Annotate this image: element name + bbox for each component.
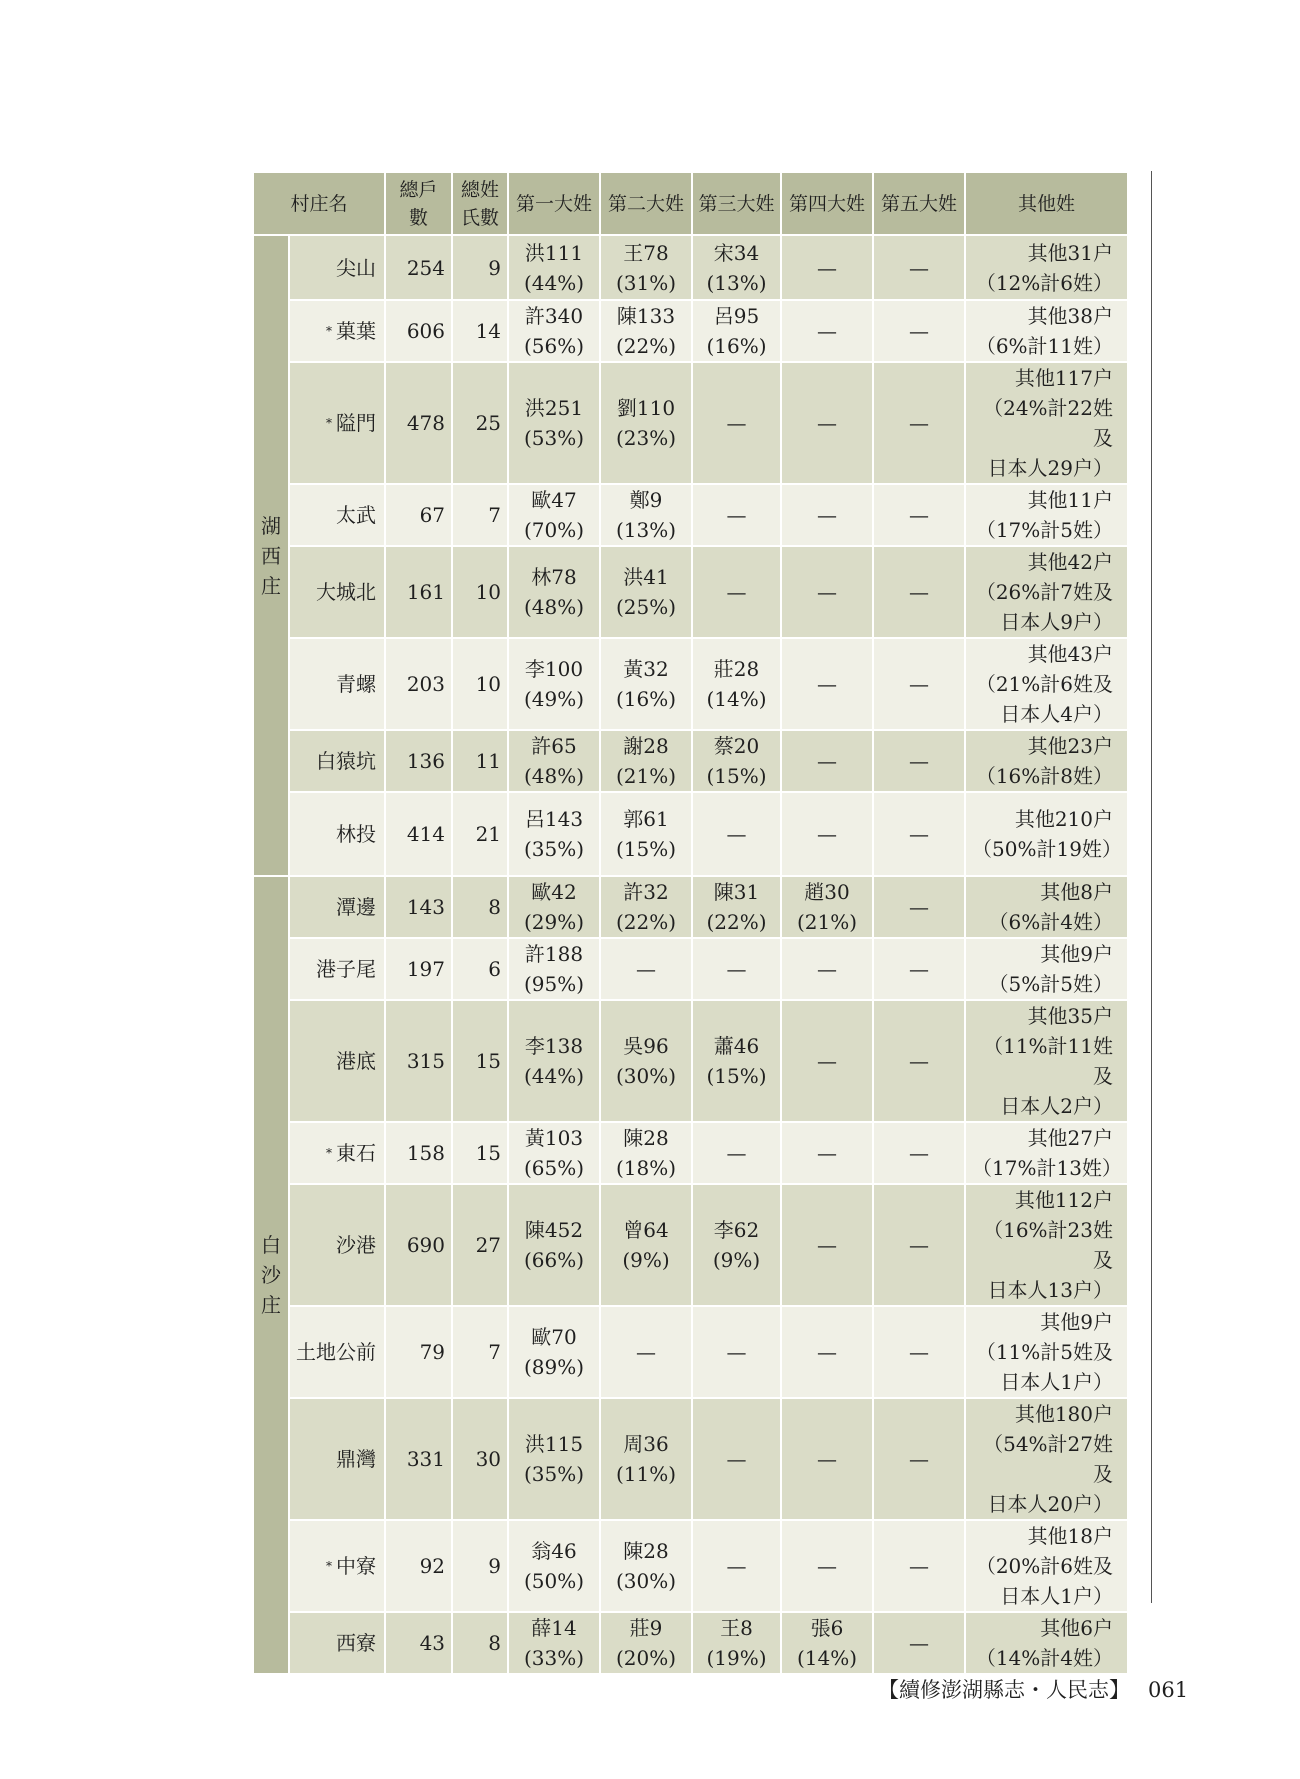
table-row bbox=[253, 546, 1128, 638]
page-rule bbox=[1151, 171, 1152, 1603]
surname-4-cell: — bbox=[781, 730, 873, 792]
household-count: 79 bbox=[385, 1306, 452, 1398]
village-name: 尖山 bbox=[289, 235, 385, 300]
surname-4-cell: — bbox=[781, 1520, 873, 1612]
surname-3-cell: 蔡20 (15%) bbox=[692, 730, 781, 792]
table-row bbox=[253, 792, 1128, 876]
surname-2-cell: 王78 (31%) bbox=[600, 235, 692, 300]
household-count: 43 bbox=[385, 1612, 452, 1674]
surname-2-cell: 洪41 (25%) bbox=[600, 546, 692, 638]
surname-2-cell: 劉110 (23%) bbox=[600, 362, 692, 484]
header-surname-2: 第二大姓 bbox=[600, 172, 692, 235]
surname-3-cell: 呂95 (16%) bbox=[692, 300, 781, 362]
table-row bbox=[253, 1398, 1128, 1520]
village-name: * 中寮 bbox=[289, 1520, 385, 1612]
village-name: * 東石 bbox=[289, 1122, 385, 1184]
village-name: 林投 bbox=[289, 792, 385, 876]
surname-2-cell: 許32 (22%) bbox=[600, 876, 692, 938]
table-row bbox=[253, 938, 1128, 1000]
other-surnames-cell: 其他112户 （16%計23姓及 日本人13户） bbox=[965, 1184, 1128, 1306]
household-count: 478 bbox=[385, 362, 452, 484]
other-surnames-cell: 其他210户 （50%計19姓） bbox=[965, 792, 1128, 876]
surname-5-cell: — bbox=[873, 1184, 965, 1306]
surname-5-cell: — bbox=[873, 362, 965, 484]
surname-4-cell: — bbox=[781, 1000, 873, 1122]
footer-title: 【續修澎湖縣志・人民志】 bbox=[878, 1678, 1130, 1702]
village-name: 大城北 bbox=[289, 546, 385, 638]
surname-3-cell: — bbox=[692, 484, 781, 546]
surname-count: 6 bbox=[452, 938, 508, 1000]
household-count: 67 bbox=[385, 484, 452, 546]
surname-5-cell: — bbox=[873, 1612, 965, 1674]
surname-1-cell: 歐42 (29%) bbox=[508, 876, 600, 938]
village-name: * 隘門 bbox=[289, 362, 385, 484]
surname-3-cell: 蕭46 (15%) bbox=[692, 1000, 781, 1122]
surname-2-cell: 莊9 (20%) bbox=[600, 1612, 692, 1674]
surname-count: 9 bbox=[452, 235, 508, 300]
surname-5-cell: — bbox=[873, 1000, 965, 1122]
surname-count: 30 bbox=[452, 1398, 508, 1520]
household-count: 143 bbox=[385, 876, 452, 938]
surname-3-cell: — bbox=[692, 1520, 781, 1612]
other-surnames-cell: 其他11户 （17%計5姓） bbox=[965, 484, 1128, 546]
table-row bbox=[253, 1000, 1128, 1122]
surname-4-cell: — bbox=[781, 362, 873, 484]
header-surname-3: 第三大姓 bbox=[692, 172, 781, 235]
table-row bbox=[253, 730, 1128, 792]
surname-count: 21 bbox=[452, 792, 508, 876]
surname-4-cell: 張6 (14%) bbox=[781, 1612, 873, 1674]
household-count: 136 bbox=[385, 730, 452, 792]
surname-5-cell: — bbox=[873, 300, 965, 362]
table-header bbox=[253, 172, 1128, 235]
surname-5-cell: — bbox=[873, 1306, 965, 1398]
surname-3-cell: — bbox=[692, 1122, 781, 1184]
household-count: 203 bbox=[385, 638, 452, 730]
village-name: 鼎灣 bbox=[289, 1398, 385, 1520]
other-surnames-cell: 其他42户 （26%計7姓及 日本人9户） bbox=[965, 546, 1128, 638]
other-surnames-cell: 其他38户 （6%計11姓） bbox=[965, 300, 1128, 362]
surname-5-cell: — bbox=[873, 1520, 965, 1612]
star-mark: * bbox=[326, 416, 333, 430]
surname-2-cell: 曾64 (9%) bbox=[600, 1184, 692, 1306]
village-name: 沙港 bbox=[289, 1184, 385, 1306]
other-surnames-cell: 其他180户 （54%計27姓及 日本人20户） bbox=[965, 1398, 1128, 1520]
village-name: 青螺 bbox=[289, 638, 385, 730]
surname-3-cell: — bbox=[692, 1398, 781, 1520]
household-count: 315 bbox=[385, 1000, 452, 1122]
surname-3-cell: 王8 (19%) bbox=[692, 1612, 781, 1674]
household-count: 414 bbox=[385, 792, 452, 876]
header-village: 村庄名 bbox=[253, 172, 385, 235]
surname-4-cell: — bbox=[781, 1122, 873, 1184]
table-row bbox=[253, 484, 1128, 546]
village-name: 港底 bbox=[289, 1000, 385, 1122]
other-surnames-cell: 其他9户 （5%計5姓） bbox=[965, 938, 1128, 1000]
surname-5-cell: — bbox=[873, 235, 965, 300]
surname-4-cell: — bbox=[781, 300, 873, 362]
surname-2-cell: — bbox=[600, 1306, 692, 1398]
surname-count: 7 bbox=[452, 484, 508, 546]
other-surnames-cell: 其他35户 （11%計11姓及 日本人2户） bbox=[965, 1000, 1128, 1122]
other-surnames-cell: 其他117户 （24%計22姓及 日本人29户） bbox=[965, 362, 1128, 484]
village-name: 潭邊 bbox=[289, 876, 385, 938]
village-name: 港子尾 bbox=[289, 938, 385, 1000]
surname-1-cell: 洪115 (35%) bbox=[508, 1398, 600, 1520]
table-row bbox=[253, 1306, 1128, 1398]
village-name: 西寮 bbox=[289, 1612, 385, 1674]
star-mark: * bbox=[326, 1146, 333, 1160]
surname-1-cell: 許188 (95%) bbox=[508, 938, 600, 1000]
surname-2-cell: 周36 (11%) bbox=[600, 1398, 692, 1520]
page-footer bbox=[878, 1674, 1188, 1704]
surname-4-cell: — bbox=[781, 638, 873, 730]
surname-count: 14 bbox=[452, 300, 508, 362]
star-mark: * bbox=[326, 324, 333, 338]
surname-4-cell: — bbox=[781, 1306, 873, 1398]
surname-count: 10 bbox=[452, 546, 508, 638]
village-name: 太武 bbox=[289, 484, 385, 546]
surname-2-cell: 郭61 (15%) bbox=[600, 792, 692, 876]
header-surname-1: 第一大姓 bbox=[508, 172, 600, 235]
surname-1-cell: 翁46 (50%) bbox=[508, 1520, 600, 1612]
surname-2-cell: 陳28 (18%) bbox=[600, 1122, 692, 1184]
household-count: 197 bbox=[385, 938, 452, 1000]
other-surnames-cell: 其他6户 （14%計4姓） bbox=[965, 1612, 1128, 1674]
surname-3-cell: — bbox=[692, 938, 781, 1000]
header-surname-count: 總姓 氏數 bbox=[452, 172, 508, 235]
surname-1-cell: 歐70 (89%) bbox=[508, 1306, 600, 1398]
other-surnames-cell: 其他9户 （11%計5姓及 日本人1户） bbox=[965, 1306, 1128, 1398]
table-row bbox=[253, 1184, 1128, 1306]
star-mark: * bbox=[326, 1559, 333, 1573]
surname-5-cell: — bbox=[873, 876, 965, 938]
surname-3-cell: 宋34 (13%) bbox=[692, 235, 781, 300]
surname-count: 8 bbox=[452, 876, 508, 938]
surname-5-cell: — bbox=[873, 730, 965, 792]
surname-2-cell: 鄭9 (13%) bbox=[600, 484, 692, 546]
surname-4-cell: — bbox=[781, 792, 873, 876]
table-body bbox=[253, 235, 1128, 1674]
header-other: 其他姓 bbox=[965, 172, 1128, 235]
surname-2-cell: 黃32 (16%) bbox=[600, 638, 692, 730]
surname-count: 15 bbox=[452, 1000, 508, 1122]
village-name: * 菓葉 bbox=[289, 300, 385, 362]
table-row bbox=[253, 1122, 1128, 1184]
surname-count: 8 bbox=[452, 1612, 508, 1674]
surname-3-cell: — bbox=[692, 546, 781, 638]
surname-1-cell: 許340 (56%) bbox=[508, 300, 600, 362]
header-households: 總戶 數 bbox=[385, 172, 452, 235]
surname-1-cell: 李100 (49%) bbox=[508, 638, 600, 730]
surname-4-cell: — bbox=[781, 484, 873, 546]
table-row bbox=[253, 1520, 1128, 1612]
surname-5-cell: — bbox=[873, 792, 965, 876]
surname-2-cell: 吳96 (30%) bbox=[600, 1000, 692, 1122]
surname-1-cell: 薛14 (33%) bbox=[508, 1612, 600, 1674]
surname-5-cell: — bbox=[873, 1398, 965, 1520]
surname-table bbox=[252, 171, 1129, 1675]
surname-3-cell: 陳31 (22%) bbox=[692, 876, 781, 938]
surname-count: 11 bbox=[452, 730, 508, 792]
surname-count: 27 bbox=[452, 1184, 508, 1306]
table-row bbox=[253, 638, 1128, 730]
surname-2-cell: — bbox=[600, 938, 692, 1000]
surname-1-cell: 歐47 (70%) bbox=[508, 484, 600, 546]
surname-4-cell: — bbox=[781, 546, 873, 638]
household-count: 606 bbox=[385, 300, 452, 362]
surname-4-cell: — bbox=[781, 1398, 873, 1520]
household-count: 158 bbox=[385, 1122, 452, 1184]
surname-count: 7 bbox=[452, 1306, 508, 1398]
surname-1-cell: 洪251 (53%) bbox=[508, 362, 600, 484]
table-row bbox=[253, 300, 1128, 362]
village-name: 土地公前 bbox=[289, 1306, 385, 1398]
surname-1-cell: 黃103 (65%) bbox=[508, 1122, 600, 1184]
other-surnames-cell: 其他23户 （16%計8姓） bbox=[965, 730, 1128, 792]
surname-3-cell: — bbox=[692, 792, 781, 876]
surname-4-cell: — bbox=[781, 938, 873, 1000]
surname-2-cell: 謝28 (21%) bbox=[600, 730, 692, 792]
village-name: 白猿坑 bbox=[289, 730, 385, 792]
table-row bbox=[253, 235, 1128, 300]
household-count: 690 bbox=[385, 1184, 452, 1306]
surname-2-cell: 陳133 (22%) bbox=[600, 300, 692, 362]
surname-5-cell: — bbox=[873, 638, 965, 730]
surname-1-cell: 林78 (48%) bbox=[508, 546, 600, 638]
surname-count: 9 bbox=[452, 1520, 508, 1612]
surname-1-cell: 陳452 (66%) bbox=[508, 1184, 600, 1306]
surname-4-cell: — bbox=[781, 1184, 873, 1306]
page-number: 061 bbox=[1148, 1678, 1189, 1702]
surname-5-cell: — bbox=[873, 1122, 965, 1184]
surname-1-cell: 呂143 (35%) bbox=[508, 792, 600, 876]
header-surname-5: 第五大姓 bbox=[873, 172, 965, 235]
region-label: 白 沙 庄 bbox=[253, 876, 289, 1674]
surname-3-cell: — bbox=[692, 1306, 781, 1398]
table-row bbox=[253, 1612, 1128, 1674]
surname-3-cell: — bbox=[692, 362, 781, 484]
surname-count: 10 bbox=[452, 638, 508, 730]
table-row bbox=[253, 876, 1128, 938]
surname-1-cell: 洪111 (44%) bbox=[508, 235, 600, 300]
surname-2-cell: 陳28 (30%) bbox=[600, 1520, 692, 1612]
household-count: 161 bbox=[385, 546, 452, 638]
other-surnames-cell: 其他18户 （20%計6姓及 日本人1户） bbox=[965, 1520, 1128, 1612]
header-surname-4: 第四大姓 bbox=[781, 172, 873, 235]
other-surnames-cell: 其他8户 （6%計4姓） bbox=[965, 876, 1128, 938]
surname-5-cell: — bbox=[873, 546, 965, 638]
surname-3-cell: 李62 (9%) bbox=[692, 1184, 781, 1306]
surname-count: 15 bbox=[452, 1122, 508, 1184]
table-row bbox=[253, 362, 1128, 484]
household-count: 92 bbox=[385, 1520, 452, 1612]
surname-4-cell: 趙30 (21%) bbox=[781, 876, 873, 938]
surname-1-cell: 許65 (48%) bbox=[508, 730, 600, 792]
household-count: 331 bbox=[385, 1398, 452, 1520]
region-label: 湖 西 庄 bbox=[253, 235, 289, 876]
surname-count: 25 bbox=[452, 362, 508, 484]
surname-3-cell: 莊28 (14%) bbox=[692, 638, 781, 730]
surname-5-cell: — bbox=[873, 484, 965, 546]
surname-4-cell: — bbox=[781, 235, 873, 300]
household-count: 254 bbox=[385, 235, 452, 300]
surname-5-cell: — bbox=[873, 938, 965, 1000]
other-surnames-cell: 其他31户 （12%計6姓） bbox=[965, 235, 1128, 300]
other-surnames-cell: 其他27户 （17%計13姓） bbox=[965, 1122, 1128, 1184]
surname-table-container bbox=[252, 171, 1127, 1675]
surname-1-cell: 李138 (44%) bbox=[508, 1000, 600, 1122]
other-surnames-cell: 其他43户 （21%計6姓及 日本人4户） bbox=[965, 638, 1128, 730]
